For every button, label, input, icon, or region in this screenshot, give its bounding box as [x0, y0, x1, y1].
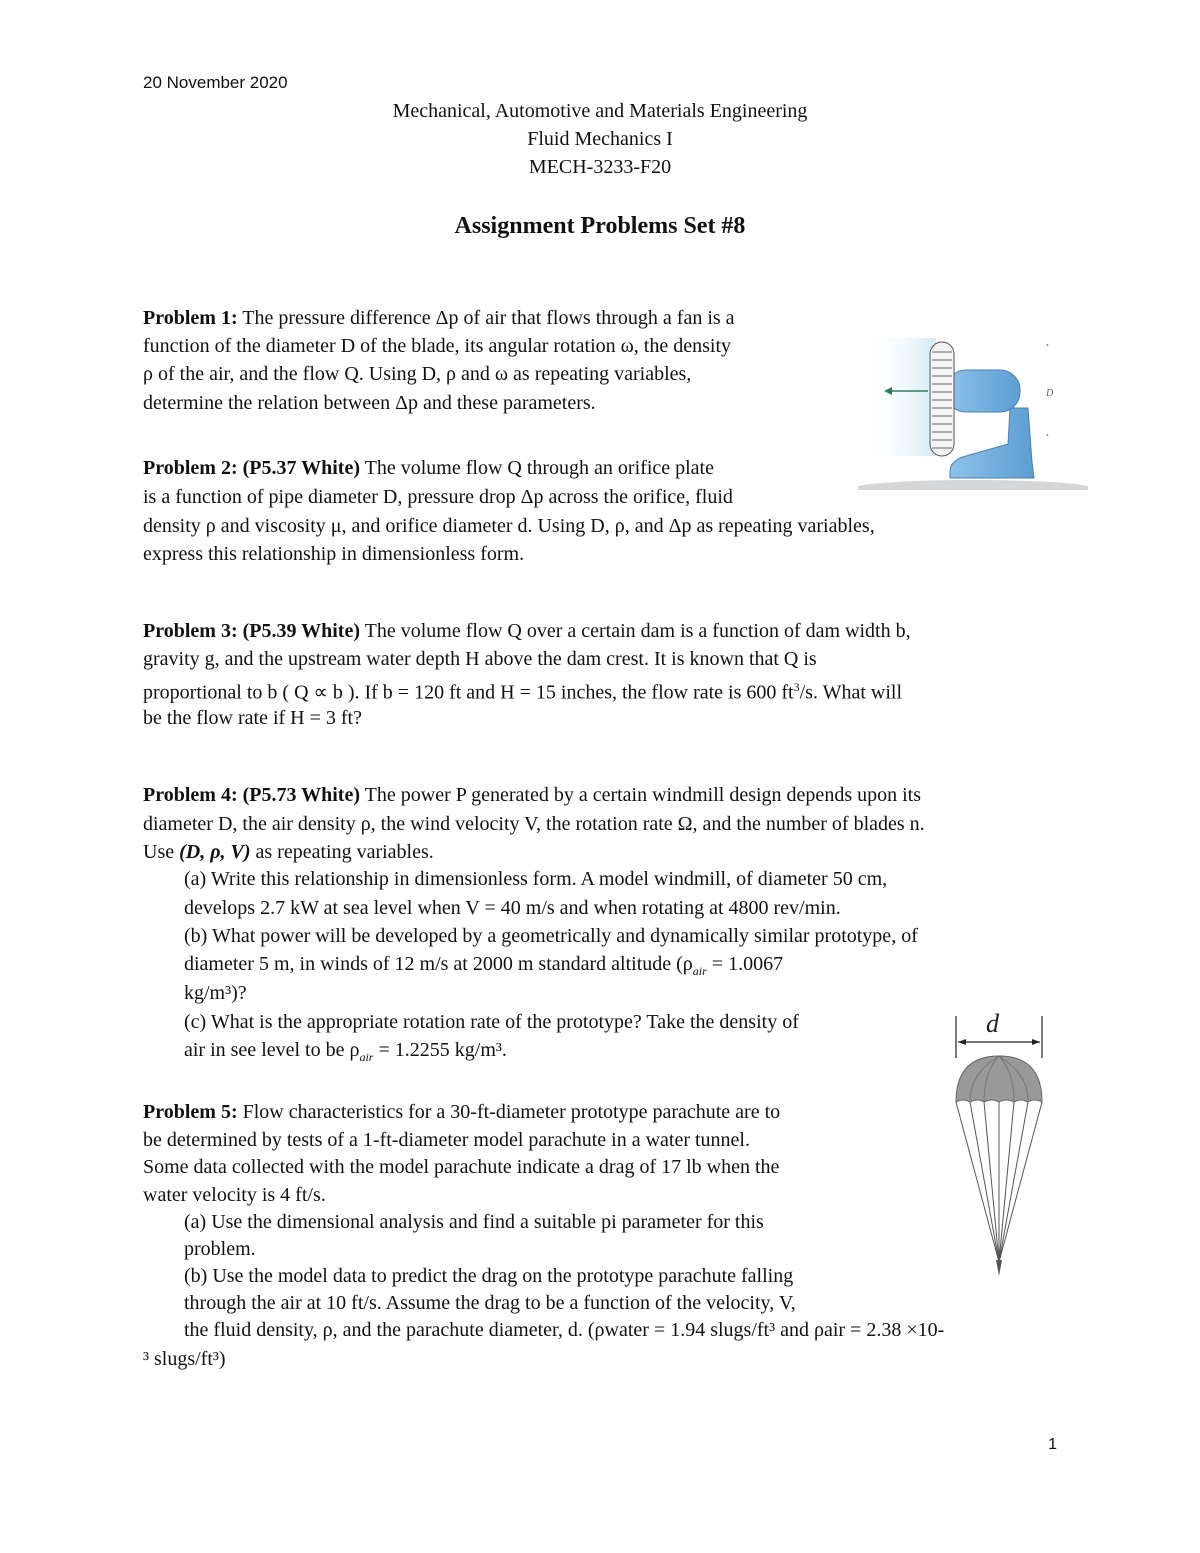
problem-5-part-a-1: (a) Use the dimensional analysis and find a suitable pi parameter for this	[184, 1211, 764, 1233]
problem-5-line-4: water velocity is 4 ft/s.	[143, 1184, 326, 1206]
problem-4-part-b-3: kg/m³)?	[184, 982, 247, 1004]
parachute-diameter-label: d	[986, 1012, 999, 1038]
svg-text:•: •	[1046, 341, 1049, 350]
problem-4-line-2: diameter D, the air density ρ, the wind velocity V, the rotation rate Ω, and the number of blades n.	[143, 813, 925, 835]
problem-1-line-3: ρ of the air, and the flow Q. Using D, ρ and ω as repeating variables,	[143, 363, 692, 385]
course-name: Fluid Mechanics I	[527, 128, 673, 150]
problem-3-line-4: be the flow rate if H = 3 ft?	[143, 707, 362, 729]
problem-3-line-2: gravity g, and the upstream water depth H above the dam crest. It is known that Q is	[143, 648, 817, 670]
problem-5-part-b-3: the fluid density, ρ, and the parachute diameter, d. (ρwater = 1.94 slugs/ft³ and ρair = 2.38 ×10-	[184, 1319, 945, 1341]
department: Mechanical, Automotive and Materials Engineering	[392, 100, 808, 122]
fan-figure	[858, 328, 1088, 490]
problem-2-line-2: is a function of pipe diameter D, pressure drop Δp across the orifice, fluid	[143, 486, 733, 508]
problem-5-line-2: be determined by tests of a 1-ft-diameter model parachute in a water tunnel.	[143, 1129, 750, 1151]
problem-3-line-1: Problem 3: (P5.39 White) The volume flow Q over a certain dam is a function of dam width b,	[143, 620, 911, 642]
problem-2-line-4: express this relationship in dimensionless form.	[143, 543, 525, 565]
problem-4-part-a-1: (a) Write this relationship in dimensionless form. A model windmill, of diameter 50 cm,	[184, 868, 888, 890]
page-number: 1	[1048, 1436, 1057, 1453]
problem-2-line-3: density ρ and viscosity μ, and orifice diameter d. Using D, ρ, and Δp as repeating variables,	[143, 515, 875, 537]
problem-1-line-1: Problem 1: The pressure difference Δp of air that flows through a fan is a	[143, 307, 735, 329]
parachute-figure	[948, 1012, 1048, 1282]
svg-text:•: •	[1046, 431, 1049, 440]
page-title: Assignment Problems Set #8	[454, 213, 746, 239]
problem-4-line-1: Problem 4: (P5.73 White) The power P generated by a certain windmill design depends upon its	[143, 784, 921, 806]
problem-1-line-2: function of the diameter D of the blade, its angular rotation ω, the density	[143, 335, 731, 357]
problem-4-part-a-2: develops 2.7 kW at sea level when V = 40 m/s and when rotating at 4800 rev/min.	[184, 897, 841, 919]
problem-4-part-b-2: diameter 5 m, in winds of 12 m/s at 2000 m standard altitude ($\rho_{air} = 1.0067$	[184, 953, 784, 978]
problem-4-part-c-2: air in see level to be $\rho_{air} = 1.2255$ kg/m³.	[184, 1039, 507, 1064]
problem-4-part-b-1: (b) What power will be developed by a geometrically and dynamically similar prototype, of	[184, 925, 918, 947]
problem-2-line-1: Problem 2: (P5.37 White) The volume flow Q through an orifice plate	[143, 457, 714, 479]
problem-4-line-3: Use (D, ρ, V) as repeating variables.	[143, 841, 434, 863]
fan-diameter-label: D	[1046, 388, 1054, 399]
problem-5-part-b-4: ³ slugs/ft³)	[143, 1348, 226, 1370]
problem-5-part-b-2: through the air at 10 ft/s. Assume the drag to be a function of the velocity, V,	[184, 1292, 796, 1314]
problem-1-line-4: determine the relation between Δp and these parameters.	[143, 392, 596, 414]
problem-4-part-c-1: (c) What is the appropriate rotation rate of the prototype? Take the density of	[184, 1011, 799, 1033]
problem-5-line-3: Some data collected with the model parachute indicate a drag of 17 lb when the	[143, 1156, 780, 1178]
problem-5-line-1: Problem 5: Flow characteristics for a 30-ft-diameter prototype parachute are to	[143, 1101, 781, 1123]
header-date: 20 November 2020	[143, 73, 288, 92]
problem-5-part-a-2: problem.	[184, 1238, 256, 1260]
course-code: MECH-3233-F20	[528, 156, 672, 178]
problem-3-line-3: proportional to b ( Q ∝ b ). If b = 120 ft and H = 15 inches, the flow rate is 600 $ft^3/s$. What will	[143, 680, 903, 704]
problem-5-part-b-1: (b) Use the model data to predict the drag on the prototype parachute falling	[184, 1265, 794, 1287]
